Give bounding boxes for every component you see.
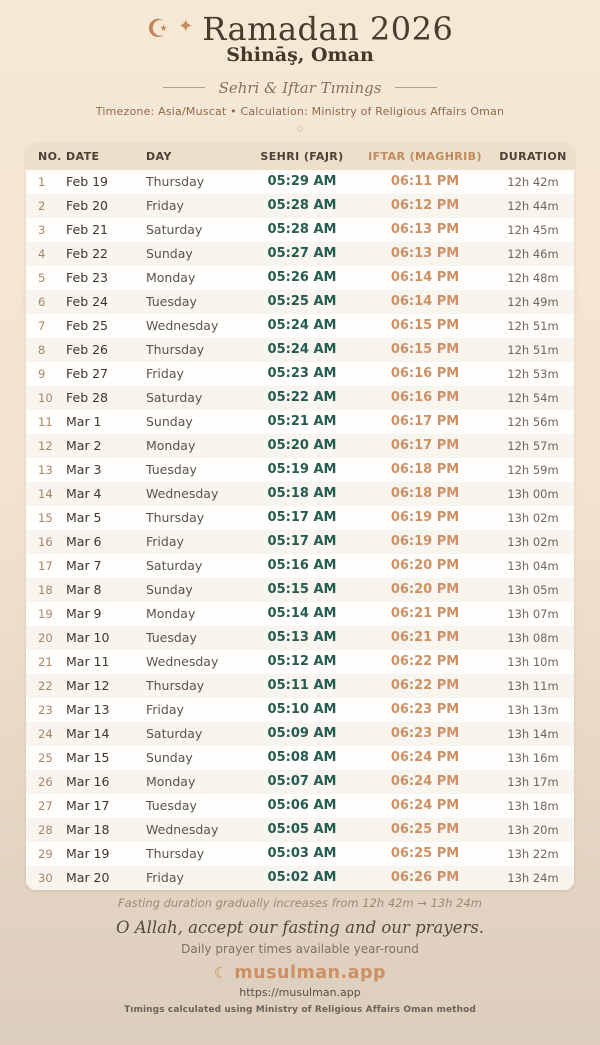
row-day: Saturday <box>146 558 203 574</box>
row-sehri: 05:07 AM <box>267 774 337 790</box>
table-row <box>26 290 574 314</box>
row-no: 20 <box>38 630 53 645</box>
table-row <box>26 314 574 338</box>
row-sehri: 05:23 AM <box>267 366 337 382</box>
column-header-date: DATE <box>66 149 100 163</box>
column-header-iftar: IFTAR (MAGHRIB) <box>368 149 482 163</box>
row-iftar: 06:17 PM <box>390 414 460 430</box>
subtitle-divider <box>0 79 600 97</box>
table-row <box>26 218 574 242</box>
row-day: Thursday <box>146 342 205 358</box>
row-no: 14 <box>38 486 53 501</box>
row-day: Monday <box>146 438 196 454</box>
row-sehri: 05:16 AM <box>267 558 337 574</box>
row-no: 5 <box>38 270 46 285</box>
row-iftar: 06:21 PM <box>390 630 460 646</box>
row-duration: 13h 07m <box>507 606 559 621</box>
dua-text: O Allah, accept our fasting and our prayers. <box>115 917 485 937</box>
brand-url: https://musulman.app <box>239 986 361 1000</box>
row-sehri: 05:24 AM <box>267 342 337 358</box>
row-day: Thursday <box>146 678 205 694</box>
row-duration: 13h 20m <box>507 822 559 837</box>
row-iftar: 06:25 PM <box>390 846 460 862</box>
row-iftar: 06:26 PM <box>390 870 460 886</box>
table-row <box>26 266 574 290</box>
row-iftar: 06:16 PM <box>390 366 460 382</box>
row-day: Monday <box>146 606 196 622</box>
table-row <box>26 434 574 458</box>
row-no: 27 <box>38 798 53 813</box>
calculation-method-note: Tımings calculated using Ministry of Religious Affairs Oman method <box>124 1005 476 1016</box>
row-date: Mar 1 <box>66 414 102 430</box>
divider-line-right <box>395 87 437 88</box>
row-iftar: 06:18 PM <box>390 486 460 502</box>
row-date: Feb 26 <box>66 342 109 358</box>
row-date: Mar 14 <box>66 726 110 742</box>
row-date: Mar 8 <box>66 582 102 598</box>
table-row <box>26 386 574 410</box>
row-date: Feb 25 <box>66 318 109 334</box>
row-duration: 12h 51m <box>507 318 559 333</box>
column-header-duration: DURATION <box>499 149 567 163</box>
row-iftar: 06:20 PM <box>390 582 460 598</box>
row-duration: 13h 02m <box>507 534 559 549</box>
table-row <box>26 338 574 362</box>
row-iftar: 06:14 PM <box>390 270 460 286</box>
row-duration: 12h 53m <box>507 366 559 381</box>
column-header-no: NO. <box>38 149 62 163</box>
row-day: Wednesday <box>146 654 219 670</box>
row-date: Mar 13 <box>66 702 110 718</box>
row-sehri: 05:13 AM <box>267 630 337 646</box>
table-row <box>26 626 574 650</box>
row-date: Mar 6 <box>66 534 102 550</box>
row-duration: 12h 54m <box>507 390 559 405</box>
row-no: 11 <box>38 414 53 429</box>
table-row <box>26 410 574 434</box>
row-date: Mar 3 <box>66 462 102 478</box>
row-day: Thursday <box>146 846 205 862</box>
row-iftar: 06:19 PM <box>390 534 460 550</box>
row-iftar: 06:15 PM <box>390 342 460 358</box>
table-row <box>26 482 574 506</box>
row-day: Tuesday <box>146 462 197 478</box>
row-day: Friday <box>146 534 184 550</box>
row-date: Mar 10 <box>66 630 110 646</box>
table-row <box>26 170 574 194</box>
row-sehri: 05:10 AM <box>267 702 337 718</box>
row-duration: 13h 05m <box>507 582 559 597</box>
row-iftar: 06:15 PM <box>390 318 460 334</box>
row-duration: 13h 13m <box>507 702 559 717</box>
row-iftar: 06:19 PM <box>390 510 460 526</box>
row-date: Mar 19 <box>66 846 110 862</box>
row-duration: 12h 51m <box>507 342 559 357</box>
row-sehri: 05:19 AM <box>267 462 337 478</box>
row-day: Sunday <box>146 246 193 262</box>
row-no: 23 <box>38 702 53 717</box>
row-duration: 13h 11m <box>507 678 559 693</box>
table-row <box>26 746 574 770</box>
row-iftar: 06:22 PM <box>390 678 460 694</box>
row-day: Friday <box>146 870 184 886</box>
row-no: 13 <box>38 462 53 477</box>
row-no: 6 <box>38 294 46 309</box>
row-no: 30 <box>38 870 53 885</box>
row-sehri: 05:09 AM <box>267 726 337 742</box>
row-sehri: 05:03 AM <box>267 846 337 862</box>
row-iftar: 06:18 PM <box>390 462 460 478</box>
row-date: Feb 21 <box>66 222 109 238</box>
row-duration: 12h 42m <box>507 174 559 189</box>
row-day: Monday <box>146 270 196 286</box>
row-duration: 12h 48m <box>507 270 559 285</box>
row-sehri: 05:28 AM <box>267 198 337 214</box>
row-sehri: 05:11 AM <box>267 678 337 694</box>
row-sehri: 05:17 AM <box>267 510 337 526</box>
row-date: Mar 12 <box>66 678 110 694</box>
row-date: Mar 17 <box>66 798 110 814</box>
footer <box>0 896 600 1016</box>
header <box>0 10 600 134</box>
row-day: Friday <box>146 366 184 382</box>
row-day: Sunday <box>146 582 193 598</box>
table-row <box>26 506 574 530</box>
row-no: 24 <box>38 726 53 741</box>
row-sehri: 05:02 AM <box>267 870 337 886</box>
row-no: 7 <box>38 318 46 333</box>
row-sehri: 05:06 AM <box>267 798 337 814</box>
row-no: 17 <box>38 558 53 573</box>
row-date: Mar 2 <box>66 438 102 454</box>
row-iftar: 06:13 PM <box>390 246 460 262</box>
row-no: 10 <box>38 390 53 405</box>
table-row <box>26 698 574 722</box>
row-date: Mar 11 <box>66 654 110 670</box>
row-sehri: 05:15 AM <box>267 582 337 598</box>
location-subtitle: Shināş, Oman <box>226 44 374 66</box>
row-no: 29 <box>38 846 53 861</box>
row-duration: 13h 00m <box>507 486 559 501</box>
row-no: 26 <box>38 774 53 789</box>
row-sehri: 05:05 AM <box>267 822 337 838</box>
row-sehri: 05:14 AM <box>267 606 337 622</box>
row-day: Wednesday <box>146 486 219 502</box>
row-duration: 13h 24m <box>507 870 559 885</box>
table-row <box>26 650 574 674</box>
row-sehri: 05:25 AM <box>267 294 337 310</box>
row-date: Mar 9 <box>66 606 102 622</box>
row-sehri: 05:22 AM <box>267 390 337 406</box>
table-row <box>26 842 574 866</box>
row-day: Saturday <box>146 726 203 742</box>
row-iftar: 06:24 PM <box>390 774 460 790</box>
row-day: Tuesday <box>146 630 197 646</box>
row-no: 4 <box>38 246 46 261</box>
timings-subtitle: Sehri & Iftar Tımings <box>218 78 382 97</box>
row-iftar: 06:16 PM <box>390 390 460 406</box>
row-iftar: 06:23 PM <box>390 726 460 742</box>
row-date: Feb 22 <box>66 246 109 262</box>
row-iftar: 06:12 PM <box>390 198 460 214</box>
row-iftar: 06:17 PM <box>390 438 460 454</box>
fasting-duration-note: Fasting duration gradually increases from 12h 42m → 13h 24m <box>117 895 483 910</box>
row-date: Feb 23 <box>66 270 109 286</box>
table-row <box>26 866 574 890</box>
row-day: Thursday <box>146 510 205 526</box>
row-day: Wednesday <box>146 318 219 334</box>
row-date: Feb 27 <box>66 366 109 382</box>
row-day: Sunday <box>146 414 193 430</box>
row-date: Mar 15 <box>66 750 110 766</box>
row-no: 25 <box>38 750 53 765</box>
row-duration: 13h 16m <box>507 750 559 765</box>
diamond-ornament-icon: ◇ <box>296 123 304 134</box>
row-duration: 13h 14m <box>507 726 559 741</box>
row-iftar: 06:11 PM <box>390 174 460 190</box>
row-duration: 13h 10m <box>507 654 559 669</box>
column-header-day: DAY <box>146 149 172 163</box>
row-sehri: 05:17 AM <box>267 534 337 550</box>
table-row <box>26 554 574 578</box>
row-no: 1 <box>38 174 46 189</box>
row-duration: 12h 46m <box>507 246 559 261</box>
table-row <box>26 674 574 698</box>
row-no: 16 <box>38 534 53 549</box>
table-row <box>26 818 574 842</box>
table-row <box>26 770 574 794</box>
row-date: Feb 24 <box>66 294 109 310</box>
row-sehri: 05:20 AM <box>267 438 337 454</box>
row-no: 3 <box>38 222 46 237</box>
row-sehri: 05:24 AM <box>267 318 337 334</box>
row-no: 19 <box>38 606 53 621</box>
timings-table <box>26 143 574 890</box>
table-row <box>26 602 574 626</box>
row-duration: 13h 18m <box>507 798 559 813</box>
row-day: Saturday <box>146 390 203 406</box>
row-duration: 13h 02m <box>507 510 559 525</box>
brand-crescent-icon: ☾ <box>213 964 228 983</box>
table-row <box>26 194 574 218</box>
availability-note: Daily prayer times available year-round <box>181 941 419 956</box>
row-sehri: 05:28 AM <box>267 222 337 238</box>
title-row <box>0 10 600 48</box>
row-duration: 12h 49m <box>507 294 559 309</box>
row-sehri: 05:21 AM <box>267 414 337 430</box>
row-day: Saturday <box>146 222 203 238</box>
row-day: Friday <box>146 702 184 718</box>
table-row <box>26 530 574 554</box>
row-no: 9 <box>38 366 46 381</box>
row-iftar: 06:22 PM <box>390 654 460 670</box>
row-date: Mar 5 <box>66 510 102 526</box>
row-duration: 12h 45m <box>507 222 559 237</box>
column-header-sehri: SEHRI (FAJR) <box>260 149 344 163</box>
timings-table-body <box>26 170 574 890</box>
row-iftar: 06:20 PM <box>390 558 460 574</box>
timezone-calculation-meta: Timezone: Asia/Muscat • Calculation: Ministry of Religious Affairs Oman <box>95 104 505 118</box>
row-date: Mar 18 <box>66 822 110 838</box>
divider-line-left <box>163 87 205 88</box>
row-iftar: 06:24 PM <box>390 750 460 766</box>
row-sehri: 05:27 AM <box>267 246 337 262</box>
row-date: Mar 4 <box>66 486 102 502</box>
row-duration: 12h 56m <box>507 414 559 429</box>
sparkle-star-icon: ✦ <box>178 16 194 37</box>
row-iftar: 06:25 PM <box>390 822 460 838</box>
row-iftar: 06:14 PM <box>390 294 460 310</box>
table-row <box>26 458 574 482</box>
row-date: Mar 16 <box>66 774 110 790</box>
row-iftar: 06:21 PM <box>390 606 460 622</box>
row-day: Monday <box>146 774 196 790</box>
table-row <box>26 794 574 818</box>
brand-name: musulman.app <box>234 962 387 983</box>
row-day: Tuesday <box>146 294 197 310</box>
crescent-moon-icon: ☪ <box>146 13 170 43</box>
table-row <box>26 578 574 602</box>
row-no: 22 <box>38 678 53 693</box>
row-iftar: 06:23 PM <box>390 702 460 718</box>
row-no: 18 <box>38 582 53 597</box>
row-no: 12 <box>38 438 53 453</box>
row-duration: 12h 57m <box>507 438 559 453</box>
table-row <box>26 722 574 746</box>
row-no: 28 <box>38 822 53 837</box>
row-duration: 13h 22m <box>507 846 559 861</box>
row-date: Feb 20 <box>66 198 109 214</box>
row-day: Thursday <box>146 174 205 190</box>
table-row <box>26 362 574 386</box>
row-no: 2 <box>38 198 46 213</box>
row-duration: 13h 04m <box>507 558 559 573</box>
row-duration: 12h 59m <box>507 462 559 477</box>
row-duration: 13h 17m <box>507 774 559 789</box>
row-sehri: 05:12 AM <box>267 654 337 670</box>
row-iftar: 06:13 PM <box>390 222 460 238</box>
row-day: Tuesday <box>146 798 197 814</box>
row-no: 8 <box>38 342 46 357</box>
table-row <box>26 242 574 266</box>
row-date: Mar 7 <box>66 558 102 574</box>
row-date: Mar 20 <box>66 870 110 886</box>
row-no: 15 <box>38 510 53 525</box>
table-header-row <box>26 143 574 170</box>
row-sehri: 05:18 AM <box>267 486 337 502</box>
row-day: Friday <box>146 198 184 214</box>
brand-row <box>0 962 600 983</box>
row-duration: 13h 08m <box>507 630 559 645</box>
row-day: Wednesday <box>146 822 219 838</box>
row-iftar: 06:24 PM <box>390 798 460 814</box>
row-duration: 12h 44m <box>507 198 559 213</box>
page-title: Ramadan 2026 <box>202 10 454 48</box>
row-sehri: 05:29 AM <box>267 174 337 190</box>
row-date: Feb 28 <box>66 390 109 406</box>
row-no: 21 <box>38 654 53 669</box>
row-sehri: 05:26 AM <box>267 270 337 286</box>
row-date: Feb 19 <box>66 174 109 190</box>
row-sehri: 05:08 AM <box>267 750 337 766</box>
row-day: Sunday <box>146 750 193 766</box>
